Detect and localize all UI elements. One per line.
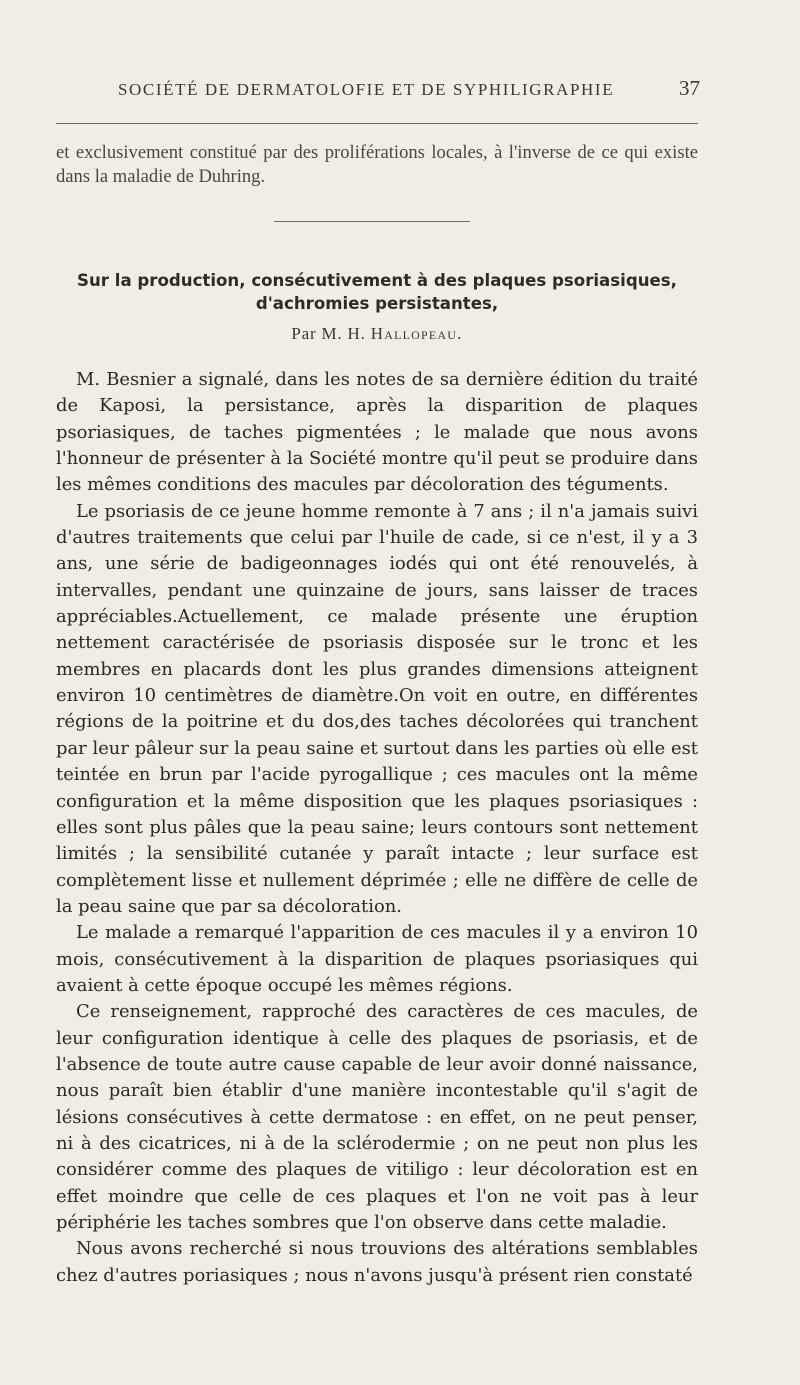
byline-author: Hallopeau. — [370, 324, 463, 343]
article-separator — [274, 221, 470, 222]
byline-prefix: Par M. H. — [291, 324, 366, 343]
article-title — [56, 269, 698, 315]
article-body — [56, 367, 698, 1289]
header-rule — [56, 123, 698, 124]
previous-article-end — [56, 141, 698, 189]
intro-paragraph: et exclusivement constitué par des proliférations locales, à l'inverse de ce qui existe dans la maladie de Duhring. — [56, 142, 698, 187]
article-title-line-1: Sur la production, consécutivement à des plaques psoriasiques, — [77, 271, 677, 290]
body-paragraph-4: Ce renseignement, rapproché des caractères de ces macules, de leur configuration identique à celle des plaques de psoriasis, et de l'absence de toute autre cause capable de leur avoir donné naissance, nous paraît bien établir d'une manière incontestable qu'il s'agit de lésions consécutives à cette dermatose : en effet, on ne peut penser, ni à des cicatrices, ni à de la sclérodermie ; on ne peut non plus les considérer comme des plaques de vitiligo : leur décoloration est en effet moindre que celle de ces plaques et l'on ne voit pas à leur périphérie les taches sombres que l'on observe dans cette maladie. — [56, 1001, 698, 1233]
body-paragraph-2: Le psoriasis de ce jeune homme remonte à 7 ans ; il n'a jamais suivi d'autres traitements que celui par l'huile de cade, si ce n'est, il y a 3 ans, une série de badigeonnages iodés qui ont été renouvelés, à intervalles, pendant une quinzaine de jours, sans laisser de traces appréciables.Actuellement, ce malade présente une éruption nettement caractérisée de psoriasis disposée sur le tronc et les membres en placards dont les plus grandes dimensions atteignent environ 10 centimètres de diamètre.On voit en outre, en différentes régions de la poitrine et du dos,des taches décolorées qui tranchent par leur pâleur sur la peau saine et surtout dans les parties où elle est teintée en brun par l'acide pyrogallique ; ces macules ont la même configuration et la même disposition que les plaques psoriasiques : elles sont plus pâles que la peau saine; leurs contours sont nettement limités ; la sensibilité cutanée y paraît intacte ; leur surface est complètement lisse et nullement déprimée ; elle ne diffère de celle de la peau saine que par sa décoloration. — [56, 500, 698, 917]
page-number: 37 — [679, 76, 700, 100]
article-title-line-2: d'achromies persistantes, — [255, 294, 499, 313]
running-title: SOCIÉTÉ DE DERMATOLOFIE ET DE SYPHILIGRAPHIE — [118, 80, 615, 99]
byline — [56, 324, 698, 344]
body-paragraph-1: M. Besnier a signalé, dans les notes de sa dernière édition du traité de Kaposi, la persistance, après la disparition de plaques psoriasiques, de taches pigmentées ; le malade que nous avons l'honneur de présenter à la Société montre qu'il peut se produire dans les mêmes conditions des macules par décoloration des téguments. — [56, 369, 698, 496]
body-paragraph-5: Nous avons recherché si nous trouvions des altérations semblables chez d'autres poriasiques ; nous n'avons jusqu'à présent rien constaté — [56, 1238, 698, 1286]
body-paragraph-3: Le malade a remarqué l'apparition de ces macules il y a environ 10 mois, consécutivement à la disparition de plaques psoriasiques qui avaient à cette époque occupé les mêmes régions. — [56, 922, 698, 996]
